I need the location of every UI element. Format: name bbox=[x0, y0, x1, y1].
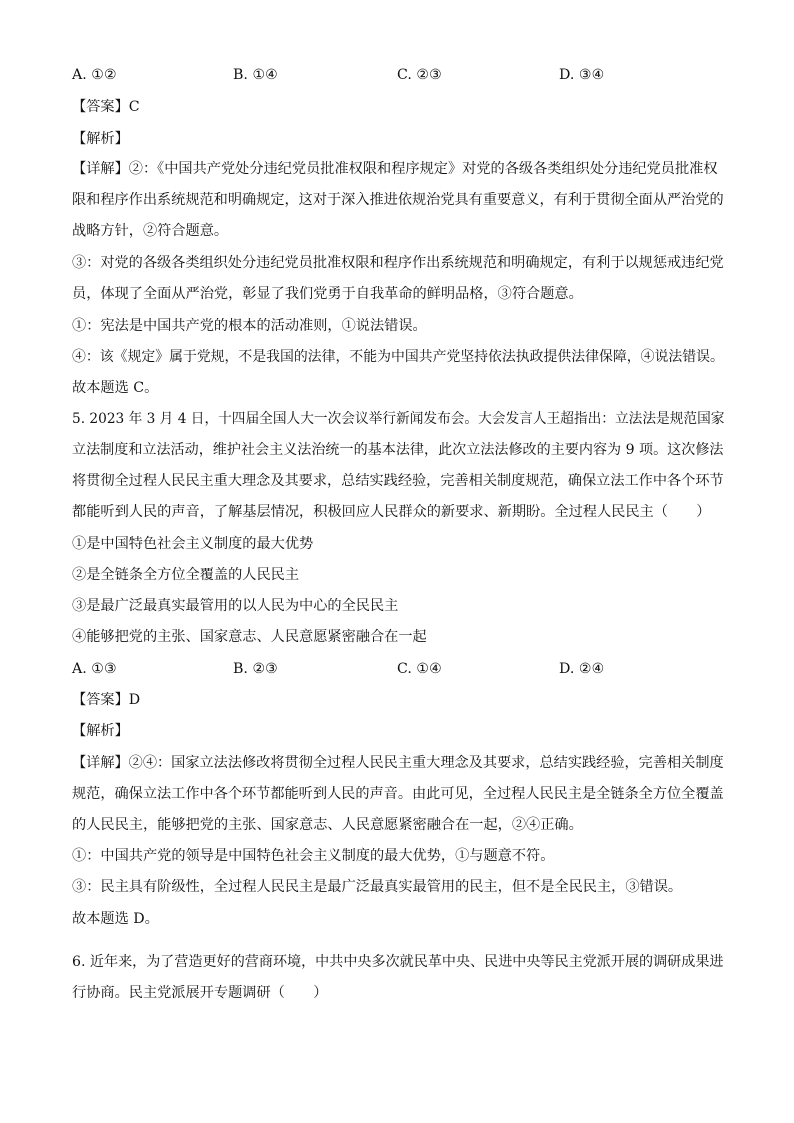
q4-detail-line: 故本题选 C。 bbox=[72, 380, 159, 396]
q5-answer: 【答案】D bbox=[72, 692, 141, 708]
q4-detail-line: ④：该《规定》属于党规，不是我国的法律，不能为中国共产党坚持依法执政提供法律保障，④说法错误。 bbox=[72, 349, 724, 365]
q4-detail-line: 限和程序作出系统规范和明确规定，这对于深入推进依规治党具有重要意义，有利于贯彻全面从严治党的 bbox=[72, 192, 724, 208]
q5-option-b: B. ②③ bbox=[233, 661, 278, 677]
q4-option-d: D. ③④ bbox=[559, 67, 605, 83]
q5-stem-line: 立法制度和立法活动，维护社会主义法治统一的基本法律，此次立法法修改的主要内容为 9 项。这次修法 bbox=[72, 442, 724, 458]
q5-detail-line: 故本题选 D。 bbox=[72, 911, 159, 927]
q4-answer: 【答案】C bbox=[72, 99, 140, 115]
q5-detail-line: 【详解】②④：国家立法法修改将贯彻全过程人民民主重大理念及其要求，总结实践经验，完善相关制度 bbox=[72, 755, 724, 771]
q5-analysis-label: 【解析】 bbox=[72, 723, 129, 739]
q5-option-c: C. ①④ bbox=[397, 661, 442, 677]
q5-option-a: A. ①③ bbox=[72, 661, 117, 677]
q5-stem-line: 都能听到人民的声音，了解基层情况，积极回应人民群众的新要求、新期盼。全过程人民民主（ ） bbox=[72, 504, 711, 520]
q4-detail-line: 战略方针，②符合题意。 bbox=[72, 223, 229, 239]
q5-detail-line: ③：民主具有阶级性，全过程人民民主是最广泛最真实最管用的民主，但不是全民民主，③错误。 bbox=[72, 879, 683, 895]
q5-statement: ①是中国特色社会主义制度的最大优势 bbox=[72, 536, 314, 552]
q5-statement: ③是最广泛最真实最管用的以人民为中心的全民民主 bbox=[72, 598, 399, 614]
q4-detail-line: ③：对党的各级各类组织处分违纪党员批准权限和程序作出系统规范和明确规定，有利于以规惩戒违纪党 bbox=[72, 255, 724, 271]
q5-stem-line: 将贯彻全过程人民民主重大理念及其要求，总结实践经验，完善相关制度规范，确保立法工作中各个环节 bbox=[72, 473, 724, 489]
q4-detail-line: 员，体现了全面从严治党，彰显了我们党勇于自我革命的鲜明品格，③符合题意。 bbox=[72, 286, 583, 302]
q6-stem-line: 6. 近年来，为了营造更好的营商环境，中共中央多次就民革中央、民进中央等民主党派开展的调研成果进 bbox=[72, 954, 724, 970]
q5-detail-line: 规范，确保立法工作中各个环节都能听到人民的声音。由此可见，全过程人民民主是全链条全方位全覆盖 bbox=[72, 786, 724, 802]
q5-detail-line: ①：中国共产党的领导是中国特色社会主义制度的最大优势，①与题意不符。 bbox=[72, 848, 555, 864]
q4-detail-line: ①：宪法是中国共产党的根本的活动准则，①说法错误。 bbox=[72, 318, 427, 334]
q4-option-a: A. ①② bbox=[72, 67, 117, 83]
q5-statement: ④能够把党的主张、国家意志、人民意愿紧密融合在一起 bbox=[72, 629, 427, 645]
q5-stem-line: 5. 2023 年 3 月 4 日，十四届全国人大一次会议举行新闻发布会。大会发言人王超指出：立法法是规范国家 bbox=[72, 411, 725, 427]
q5-statement: ②是全链条全方位全覆盖的人民民主 bbox=[72, 567, 300, 583]
q4-option-c: C. ②③ bbox=[397, 67, 442, 83]
q5-option-d: D. ②④ bbox=[559, 661, 605, 677]
q5-detail-line: 的人民民主，能够把党的主张、国家意志、人民意愿紧密融合在一起，②④正确。 bbox=[72, 817, 583, 833]
q4-analysis-label: 【解析】 bbox=[72, 131, 129, 147]
q6-stem-line: 行协商。民主党派展开专题调研（ ） bbox=[72, 985, 328, 1001]
q4-option-b: B. ①④ bbox=[233, 67, 278, 83]
q4-detail-line: 【详解】②：《中国共产党处分违纪党员批准权限和程序规定》对党的各级各类组织处分违纪党员批准权 bbox=[72, 161, 718, 177]
